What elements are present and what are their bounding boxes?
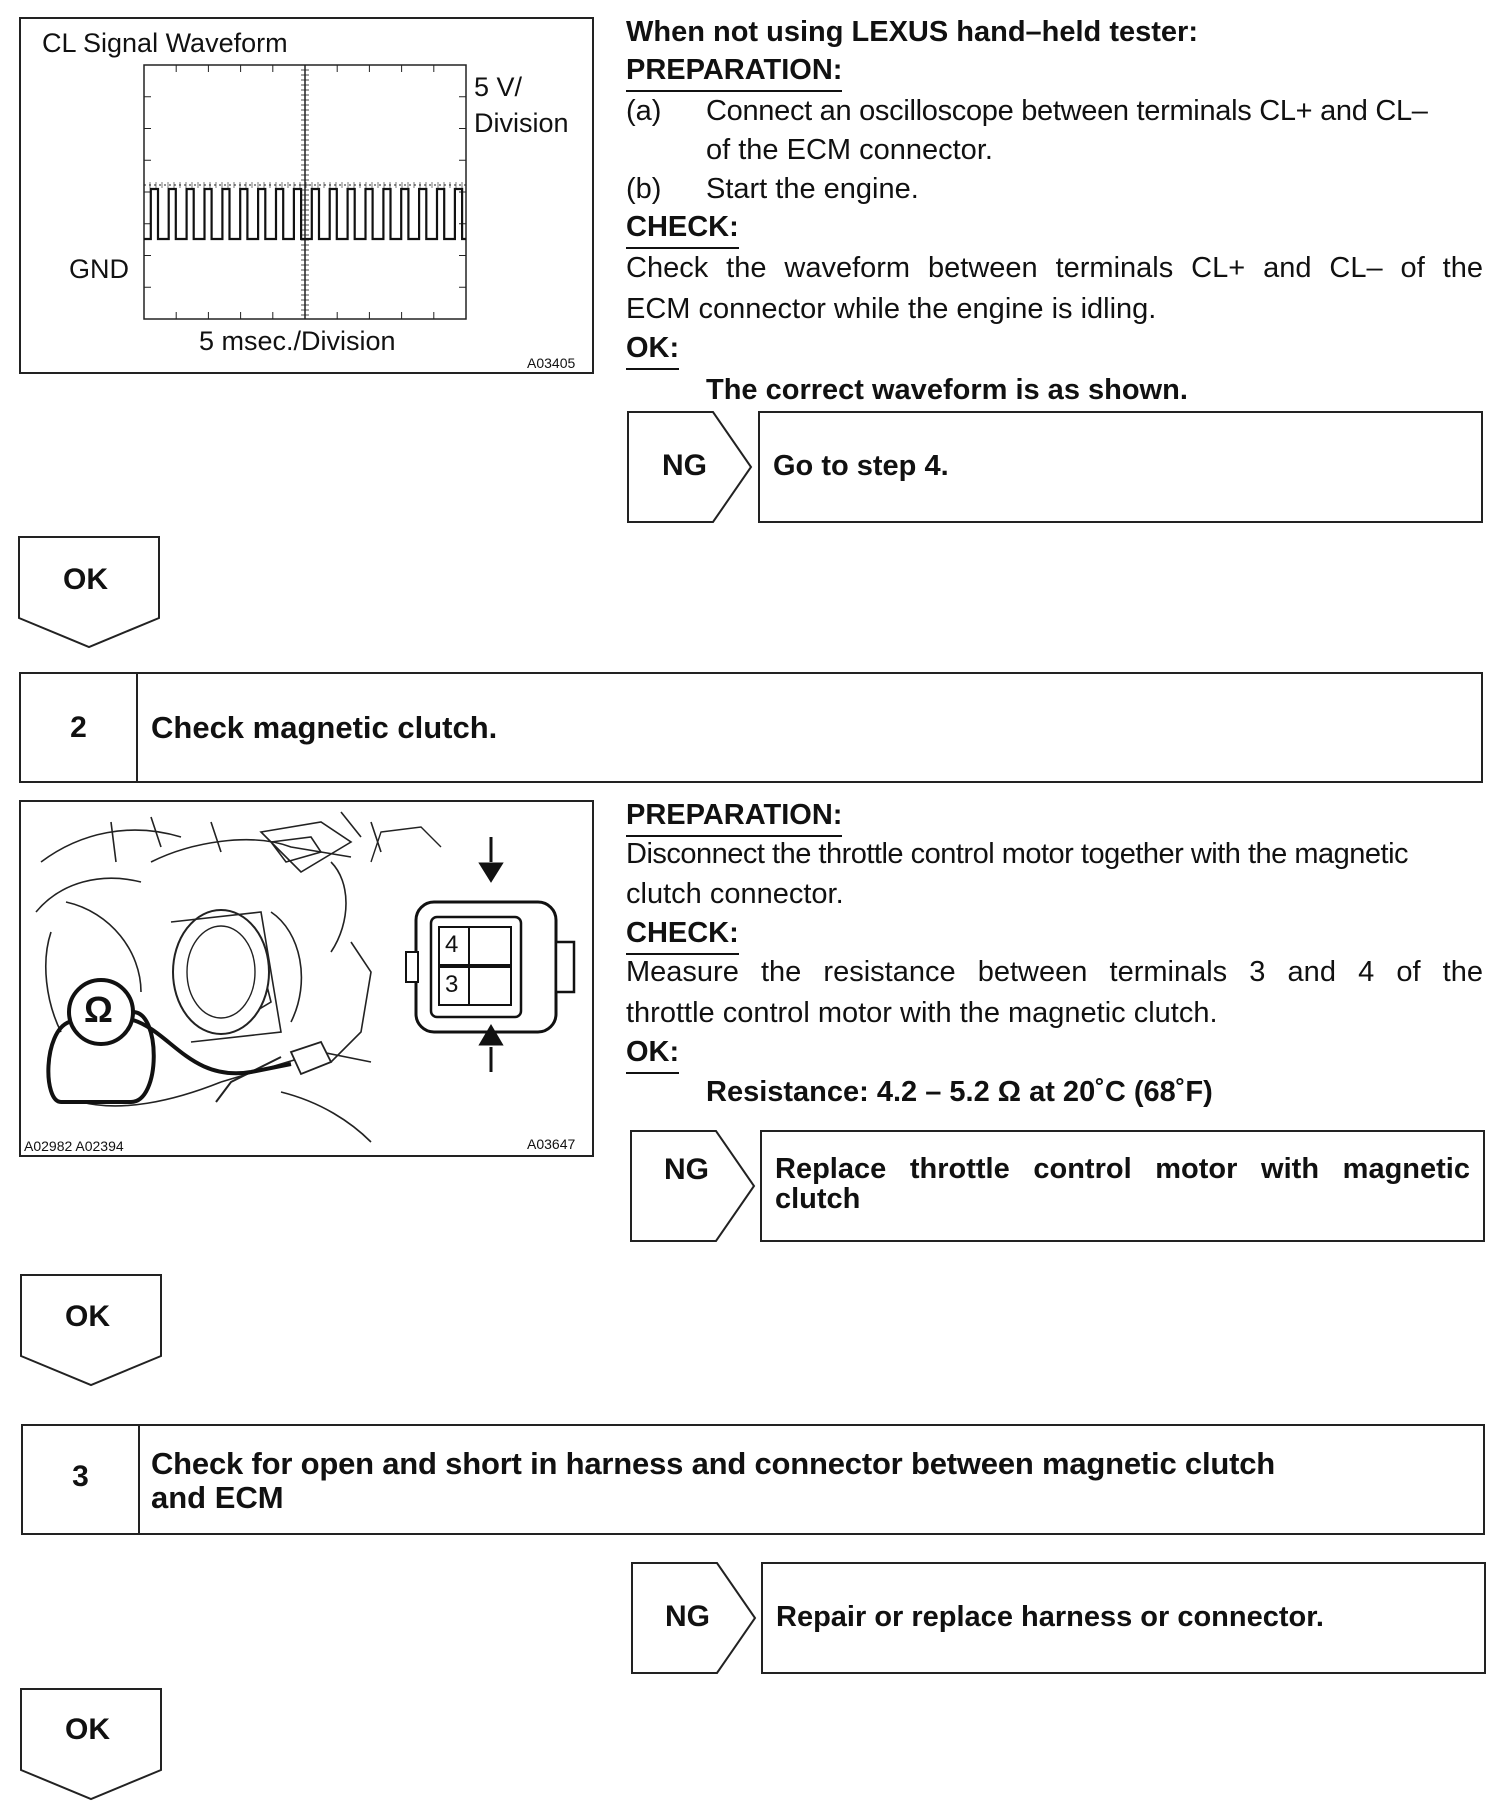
step2-ng-result-box	[760, 1130, 1485, 1242]
magnetic-clutch-figure	[19, 800, 594, 1157]
connector-latch-right	[556, 942, 574, 992]
step1-ng-result-box	[758, 411, 1483, 523]
step2-ok-arrow-label: OK	[65, 1300, 110, 1333]
step3-ng-result-box	[761, 1562, 1486, 1674]
step2-check-label: CHECK:	[626, 914, 739, 952]
step3-header	[21, 1424, 1485, 1535]
step1-prep-a-marker: (a)	[626, 95, 662, 127]
step1-ng-action: Go to step 4.	[773, 450, 949, 482]
connector-arrow-bottom	[481, 1027, 501, 1072]
waveform-figure-code: A03405	[527, 355, 576, 371]
step1-ng-label: NG	[662, 449, 707, 482]
step2-ng-action-line2: clutch	[775, 1183, 861, 1215]
step2-ok-spec: Resistance: 4.2 – 5.2 Ω at 20˚C (68˚F)	[706, 1076, 1213, 1108]
step2-ng-label: NG	[664, 1153, 709, 1186]
step3-number: 3	[72, 1460, 89, 1493]
voltage-scale-line2: Division	[474, 108, 569, 138]
ohm-symbol: Ω	[84, 989, 113, 1030]
step3-title-line1: Check for open and short in harness and connector between magnetic clutch	[151, 1446, 1275, 1481]
step1-prep-a-line2: of the ECM connector.	[706, 134, 993, 166]
voltage-scale-line1: 5 V/	[474, 72, 523, 102]
throttle-body-illustration	[21, 802, 592, 1155]
step2-ok-label: OK:	[626, 1033, 679, 1071]
step3-title-line2: and ECM	[151, 1480, 284, 1515]
connector-latch-left	[406, 952, 418, 982]
oscilloscope-grid	[19, 17, 594, 374]
step1-check-line2: ECM connector while the engine is idling.	[626, 293, 1157, 325]
step2-title: Check magnetic clutch.	[151, 710, 498, 745]
step3-ng-label: NG	[665, 1600, 710, 1633]
clutch-figure-code-right: A03647	[527, 1136, 576, 1152]
step3-ng-action: Repair or replace harness or connector.	[776, 1601, 1324, 1633]
step2-check-line1: Measure the resistance between terminals 3 and 4 of the	[626, 956, 1483, 988]
step2-prep-line1: Disconnect the throttle control motor together with the magnetic	[626, 838, 1409, 870]
connector-arrow-top	[481, 837, 501, 880]
step1-prep-a-line1: Connect an oscilloscope between terminals CL+ and CL–	[706, 95, 1428, 127]
step2-ng-action-line1: Replace throttle control motor with magnetic	[775, 1153, 1470, 1185]
terminal-4-label: 4	[445, 931, 459, 958]
tester-heading: When not using LEXUS hand–held tester:	[626, 16, 1198, 48]
step2-check-line2: throttle control motor with the magnetic clutch.	[626, 997, 1218, 1029]
waveform-title: CL Signal Waveform	[42, 28, 288, 58]
step2-prep-label: PREPARATION:	[626, 796, 842, 834]
step1-prep-b-marker: (b)	[626, 173, 662, 205]
step1-check-label: CHECK:	[626, 208, 739, 246]
ground-label: GND	[69, 254, 129, 284]
step2-number-cell	[21, 674, 138, 781]
clutch-figure-code-left: A02982 A02394	[24, 1138, 124, 1154]
step2-number: 2	[70, 711, 87, 744]
step1-prep-label: PREPARATION:	[626, 51, 842, 89]
step1-check-line1: Check the waveform between terminals CL+ and CL– of the	[626, 252, 1483, 284]
terminal-3-label: 3	[445, 971, 459, 998]
step2-prep-line2: clutch connector.	[626, 878, 844, 910]
step1-ok-spec: The correct waveform is as shown.	[706, 374, 1188, 406]
step1-prep-b-text: Start the engine.	[706, 173, 919, 205]
step3-number-cell	[23, 1426, 140, 1533]
cl-waveform-figure	[19, 17, 594, 374]
clutch-connector-plug	[291, 1042, 331, 1074]
step1-ok-label: OK:	[626, 329, 679, 367]
step1-ok-arrow-label: OK	[63, 563, 108, 596]
step3-ok-arrow-label: OK	[65, 1713, 110, 1746]
time-scale-label: 5 msec./Division	[199, 326, 396, 356]
step2-header	[19, 672, 1483, 783]
